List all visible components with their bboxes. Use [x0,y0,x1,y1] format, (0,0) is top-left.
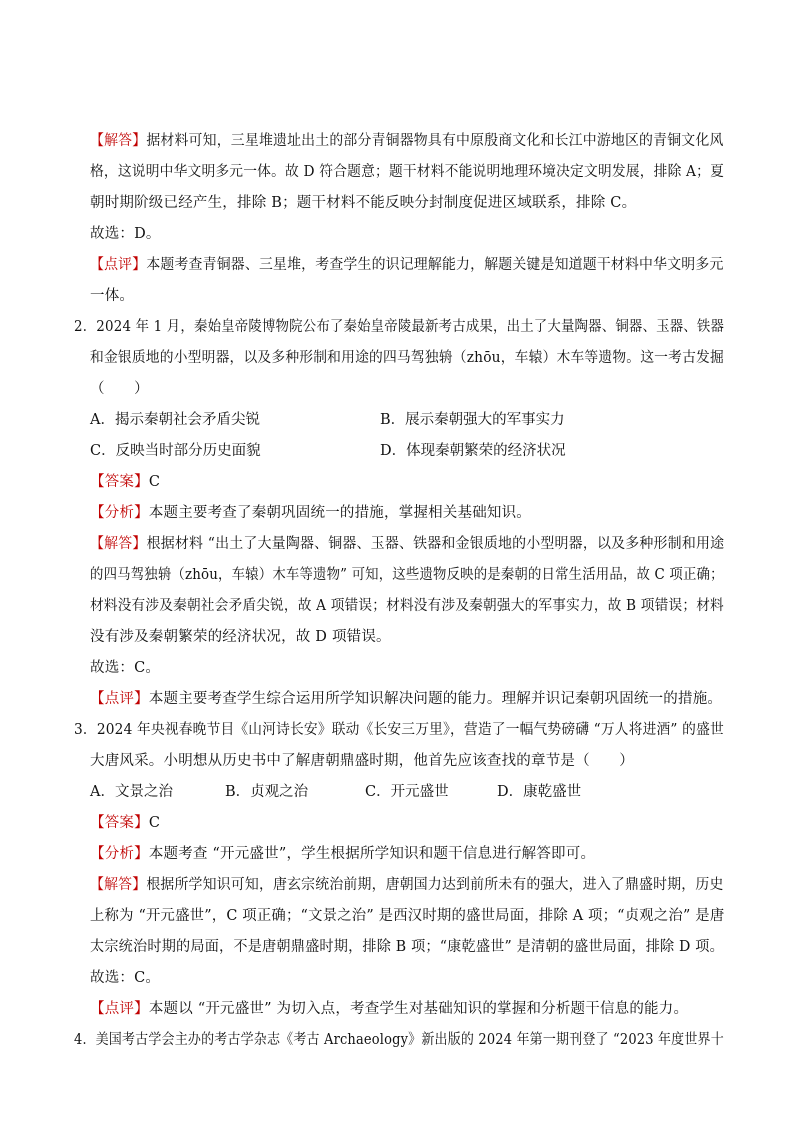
question-2-option-b: B．展示秦朝强大的军事实力 [380,412,565,428]
solution-tag: 【解答】 [90,536,147,552]
question-2-solution: 的四马驾独辀（zhōu，车辕）木车等遗物” 可知，这些遗物反映的是秦朝的日常生活用品，故 C 项正确； [90,567,724,583]
analysis-tag: 【分析】 [90,505,149,521]
answer-tag: 【答案】 [90,815,149,831]
question-3-analysis: 【分析】本题考查 “开元盛世”，学生根据所学知识和题干信息进行解答即可。 [90,846,596,862]
answer-tag: 【答案】 [90,474,149,490]
question-3-solution: 太宗统治时期的局面，不是唐朝鼎盛时期，排除 B 项；“康乾盛世” 是清朝的盛世局面，排除 D 项。 [90,939,724,955]
comment-line: 【点评】本题考查青铜器、三星堆，考查学生的识记理解能力，解题关键是知道题干材料中华文明多元 [90,257,724,273]
comment-tag: 【点评】 [90,1001,149,1017]
solution-line: 格，这说明中华文明多元一体。故 D 符合题意；题干材料不能说明地理环境决定文明发展，排除 A；夏 [90,164,725,180]
question-3-stem: 3．2024 年央视春晚节目《山河诗长安》联动《长安三万里》，营造了一幅气势磅礴 “万人将进酒” 的盛世 [74,722,724,738]
question-2-answer: 【答案】C [90,474,161,490]
question-3-solution: 【解答】根据所学知识可知，唐玄宗统治前期，唐朝国力达到前所未有的强大，进入了鼎盛时期，历史 [90,877,724,893]
question-3-option-d: D．康乾盛世 [497,784,582,800]
question-3-comment: 【点评】本题以 “开元盛世” 为切入点，考查学生对基础知识的掌握和分析题干信息的能力。 [90,1001,689,1017]
question-3-option-b: B．贞观之治 [225,784,309,800]
question-3-option-c: C．开元盛世 [365,784,449,800]
question-2-stem: 和金银质地的小型明器，以及多种形制和用途的四马驾独辀（zhōu，车辕）木车等遗物。这一考古发掘 [90,350,724,366]
analysis-tag: 【分析】 [90,846,149,862]
comment-tag: 【点评】 [90,691,149,707]
comment-tag: 【点评】 [90,257,147,273]
question-2-solution: 材料没有涉及秦朝社会矛盾尖锐，故 A 项错误；材料没有涉及秦朝强大的军事实力，故 B 项错误；材料 [90,598,724,614]
question-4-stem: 4．美国考古学会主办的考古学杂志《考古 Archaeology》新出版的 2024 年第一期刊登了 “2023 年度世界十 [74,1032,724,1048]
solution-tag: 【解答】 [90,133,147,149]
question-3-solution: 上称为 “开元盛世”，C 项正确；“文景之治” 是西汉时期的盛世局面，排除 A 项；“贞观之治” 是唐 [90,908,725,924]
question-2-choice: 故选：C。 [90,660,161,676]
choice-line: 故选：D。 [90,226,161,242]
question-2-solution: 【解答】根据材料 “出土了大量陶器、铜器、玉器、铁器和金银质地的小型明器，以及多种形制和用途 [90,536,725,552]
question-3-choice: 故选：C。 [90,970,161,986]
question-2-comment: 【点评】本题主要考查学生综合运用所学知识解决问题的能力。理解并识记秦朝巩固统一的措施。 [90,691,723,707]
question-3-stem: 大唐风采。小明想从历史书中了解唐朝鼎盛时期，他首先应该查找的章节是（ ） [90,753,634,769]
comment-line: 一体。 [90,288,135,304]
question-3-option-a: A．文景之治 [90,784,173,800]
question-2-option-c: C．反映当时部分历史面貌 [90,443,261,459]
question-2-analysis: 【分析】本题主要考查了秦朝巩固统一的措施，掌握相关基础知识。 [90,505,532,521]
question-2-solution: 没有涉及秦朝繁荣的经济状况，故 D 项错误。 [90,629,391,645]
question-3-answer: 【答案】C [90,815,161,831]
question-2-stem: 2．2024 年 1 月，秦始皇帝陵博物院公布了秦始皇帝陵最新考古成果，出土了大量陶器、铜器、玉器、铁器 [74,319,725,335]
question-2-option-d: D．体现秦朝繁荣的经济状况 [380,443,566,459]
question-2-option-a: A．揭示秦朝社会矛盾尖锐 [90,412,260,428]
solution-line: 朝时期阶级已经产生，排除 B；题干材料不能反映分封制度促进区域联系，排除 C。 [90,195,637,211]
question-2-blank: （ ） [90,381,149,397]
solution-line: 【解答】据材料可知，三星堆遗址出土的部分青铜器物具有中原殷商文化和长江中游地区的青铜文化风 [90,133,724,149]
solution-tag: 【解答】 [90,877,147,893]
